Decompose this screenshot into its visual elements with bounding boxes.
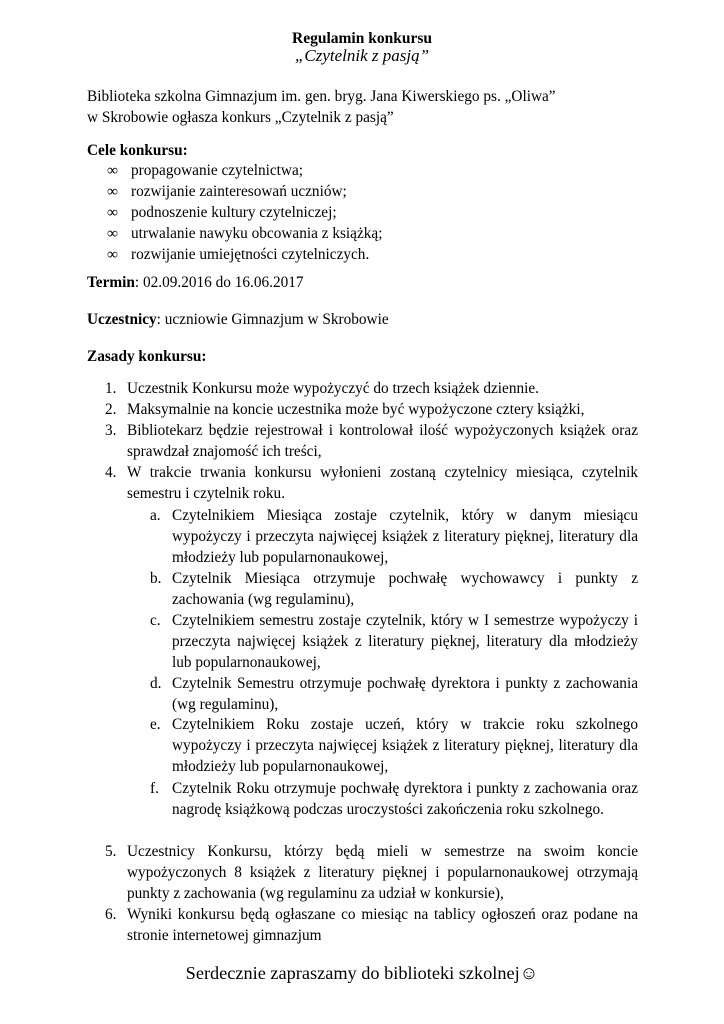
subitem-text: Czytelnik Miesiąca otrzymuje pochwałę wychowawcy i punkty z zachowania (wg regulaminu), xyxy=(172,570,638,608)
rule-number: 4. xyxy=(105,464,117,481)
termin-line xyxy=(87,272,304,293)
termin-value: : 02.09.2016 do 16.06.2017 xyxy=(134,274,304,291)
subitem-letter: f. xyxy=(150,780,159,797)
subitem-text: Czytelnik Roku otrzymuje pochwałę dyrektora i punkty z zachowania oraz nagrodę książkową podczas uroczystości zakończenia roku szkolnego. xyxy=(172,780,638,818)
goal-text: propagowanie czytelnictwa; xyxy=(131,162,304,179)
rule-number: 1. xyxy=(105,380,117,397)
goal-text: rozwijanie zainteresowań uczniów; xyxy=(131,183,347,200)
subitem-text: Czytelnikiem semestru zostaje czytelnik, który w I semestrze wypożyczy i przeczyta najwięcej książek z literatury pięknej, literatury dla młodzieży lub popularnonaukowej, xyxy=(172,612,638,671)
uczestnicy-line xyxy=(87,309,389,330)
infinity-bullet-icon: ∞ xyxy=(107,204,118,221)
infinity-bullet-icon: ∞ xyxy=(107,183,118,200)
intro-line-2: w Skrobowie ogłasza konkurs „Czytelnik z pasją” xyxy=(87,109,394,126)
list-item xyxy=(107,223,382,244)
subitem-letter: e. xyxy=(150,716,161,733)
rule-subitem xyxy=(150,714,638,777)
subitem-text: Czytelnikiem Roku zostaje uczeń, który w trakcie roku szkolnego wypożyczy i przeczyta najwięcej książek z literatury pięknej, literatury dla młodzieży lub popularnonaukowej, xyxy=(172,716,638,775)
rule-text: Bibliotekarz będzie rejestrował i kontrolował ilość wypożyczonych książek oraz sprawdzał znajomość ich treści, xyxy=(127,422,638,460)
infinity-bullet-icon: ∞ xyxy=(107,162,118,179)
goals-list xyxy=(107,160,382,265)
rule-subitem xyxy=(150,778,638,820)
rule-text: Uczestnicy Konkursu, którzy będą mieli w semestrze na swoim koncie wypożyczonych 8 książek z literatury pięknej i popularnonaukowej otrzymają punkty z zachowania (wg regulaminu za udział w konkursie), xyxy=(127,843,638,902)
rule-number: 5. xyxy=(105,843,117,860)
subitem-text: Czytelnikiem Miesiąca zostaje czytelnik, który w danym miesiącu wypożyczy i przeczyta najwięcej książek z literatury pięknej, literatury dla młodzieży lub popularnonaukowej, xyxy=(172,507,638,566)
rule-item xyxy=(105,399,638,420)
list-item xyxy=(107,244,382,265)
subitem-letter: a. xyxy=(150,507,161,524)
uczestnicy-label: Uczestnicy xyxy=(87,311,157,328)
goals-heading: Cele konkursu: xyxy=(87,142,188,159)
rule-number: 3. xyxy=(105,422,117,439)
infinity-bullet-icon: ∞ xyxy=(107,246,118,263)
infinity-bullet-icon: ∞ xyxy=(107,225,118,242)
document-subtitle: „Czytelnik z pasją” xyxy=(294,46,430,65)
intro-line-1: Biblioteka szkolna Gimnazjum im. gen. bryg. Jana Kiwerskiego ps. „Oliwa” xyxy=(87,88,556,105)
rule-item xyxy=(105,841,638,904)
rule-item xyxy=(105,904,638,946)
subitem-letter: c. xyxy=(150,612,161,629)
subitem-letter: d. xyxy=(150,675,162,692)
goal-text: rozwijanie umiejętności czytelniczych. xyxy=(131,246,370,263)
document-title: Regulamin konkursu xyxy=(292,30,432,47)
termin-label: Termin xyxy=(87,274,135,291)
rules-heading: Zasady konkursu: xyxy=(87,348,207,365)
goal-text: podnoszenie kultury czytelniczej; xyxy=(131,204,337,221)
rule-item xyxy=(105,462,638,504)
rule-item xyxy=(105,420,638,462)
rule-text: Maksymalnie na koncie uczestnika może być wypożyczone cztery książki, xyxy=(127,401,585,418)
subitem-letter: b. xyxy=(150,570,162,587)
list-item xyxy=(107,160,382,181)
rule-subitem xyxy=(150,505,638,568)
list-item xyxy=(107,202,382,223)
uczestnicy-value: : uczniowie Gimnazjum w Skrobowie xyxy=(156,311,389,328)
rule-text: Uczestnik Konkursu może wypożyczyć do trzech książek dziennie. xyxy=(127,380,540,397)
rule-number: 6. xyxy=(105,906,117,923)
closing-line: Serdecznie zapraszamy do biblioteki szkolnej☺ xyxy=(185,963,539,983)
goal-text: utrwalanie nawyku obcowania z książką; xyxy=(131,225,383,242)
subitem-text: Czytelnik Semestru otrzymuje pochwałę dyrektora i punkty z zachowania (wg regulaminu), xyxy=(172,675,638,713)
rule-text: Wyniki konkursu będą ogłaszane co miesiąc na tablicy ogłoszeń oraz podane na stronie internetowej gimnazjum xyxy=(127,906,638,944)
list-item xyxy=(107,181,382,202)
rule-item xyxy=(105,378,638,399)
rule-subitem xyxy=(150,568,638,610)
rule-subitem xyxy=(150,673,638,715)
intro-paragraph xyxy=(87,86,647,128)
rule-text: W trakcie trwania konkursu wyłonieni zostaną czytelnicy miesiąca, czytelnik semestru i czytelnik roku. xyxy=(127,464,638,502)
rule-number: 2. xyxy=(105,401,117,418)
rule-subitem xyxy=(150,610,638,673)
